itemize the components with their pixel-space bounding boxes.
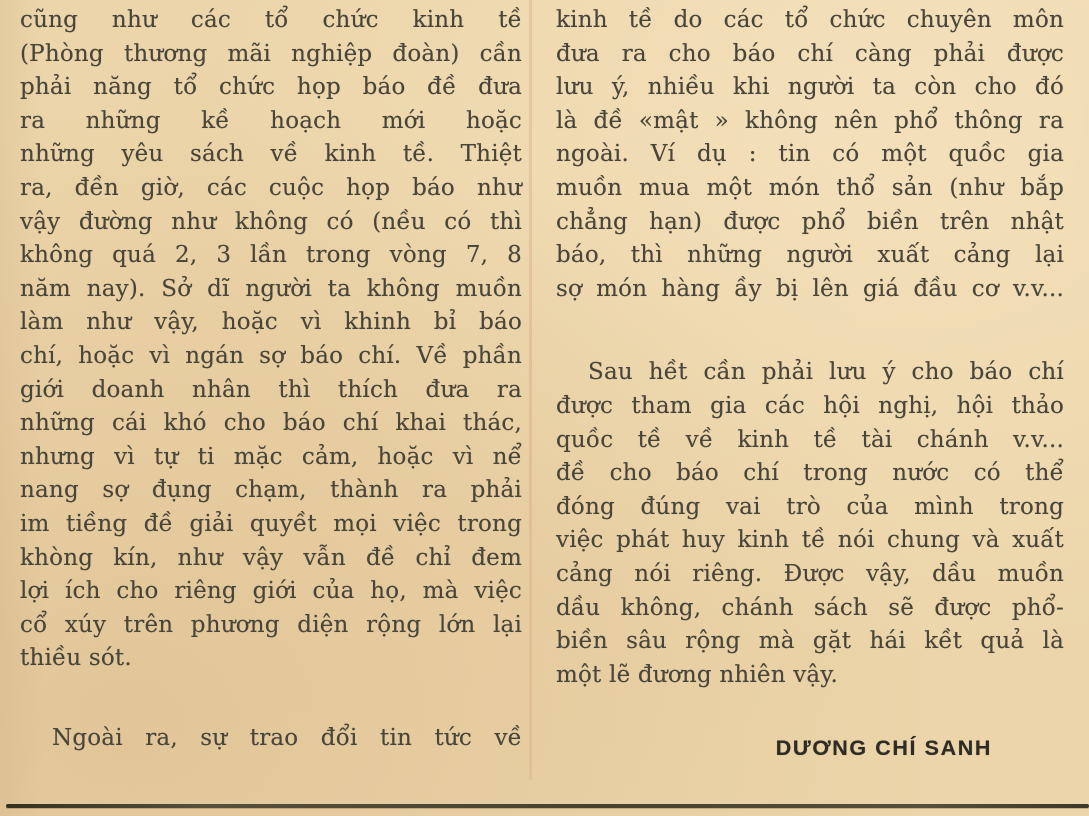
article-column-right xyxy=(556,4,1064,761)
text-line: những yêu sách về kinh tề. Thiệt xyxy=(20,141,522,168)
author-signature: DƯƠNG CHÍ SANH xyxy=(775,736,992,761)
text-line: đề cho báo chí trong nước có thể xyxy=(556,460,1064,487)
text-line: Sau hềt cần phải lưu ý cho báo chí xyxy=(588,359,1064,386)
text-line: năm nay). Sở dĩ người ta không muồn xyxy=(20,275,522,302)
column-gutter xyxy=(529,0,532,780)
text-line: ngoài. Ví dụ : tin có một quồc gia xyxy=(556,141,1064,168)
text-line: báo, thì những người xuất cảng lại xyxy=(556,242,1064,269)
text-line: im tiềng đề giải quyềt mọi việc trong xyxy=(20,510,522,537)
text-line: kinh tề do các tổ chức chuyên môn xyxy=(556,7,1064,33)
text-line: vậy đường như không có (nều có thì xyxy=(20,208,522,235)
text-line: chẳng hạn) được phổ biền trên nhật xyxy=(556,208,1064,235)
paragraph xyxy=(556,4,1064,306)
text-line: ra, đền giờ, các cuộc họp báo như xyxy=(20,174,522,201)
text-line: cũng như các tổ chức kinh tề xyxy=(20,7,522,33)
text-line: là đề «mật » không nên phổ thông ra xyxy=(556,107,1064,134)
text-line: cảng nói riêng. Được vậy, dầu muồn xyxy=(556,560,1064,587)
text-line: phải năng tổ chức họp báo đề đưa xyxy=(20,74,522,101)
text-line: những cái khó cho báo chí khai thác, xyxy=(20,410,522,437)
text-line: Ngoài ra, sự trao đổi tin tức về xyxy=(52,724,522,751)
bottom-rule xyxy=(6,804,1089,808)
text-line: sợ món hàng ầy bị lên giá đầu cơ v.v... xyxy=(556,275,1064,302)
text-line: lưu ý, nhiều khi người ta còn cho đó xyxy=(556,74,1064,101)
text-line: đưa ra cho báo chí càng phải được xyxy=(556,40,1064,67)
text-line: giới doanh nhân thì thích đưa ra xyxy=(20,376,522,403)
text-line: ra những kề hoạch mới hoặc xyxy=(20,107,522,134)
text-line: cổ xúy trên phương diện rộng lớn lại xyxy=(20,611,522,638)
paragraph xyxy=(20,722,522,756)
paragraph xyxy=(556,356,1064,692)
text-line: (Phòng thương mãi nghiệp đoàn) cần xyxy=(20,40,522,67)
text-line: khòng kín, như vậy vẫn đề chỉ đem xyxy=(20,544,522,571)
text-line: dầu không, chánh sách sẽ được phổ- xyxy=(556,594,1064,621)
text-line: đóng đúng vai trò của mình trong xyxy=(556,493,1064,520)
text-line: nhưng vì tự ti mặc cảm, hoặc vì nể xyxy=(20,443,522,470)
text-line: được tham gia các hội nghị, hội thảo xyxy=(556,392,1064,419)
text-line: một lẽ đương nhiên vậy. xyxy=(556,661,838,688)
text-line: lợi ích cho riêng giới của họ, mà việc xyxy=(20,578,522,605)
article-column-left xyxy=(20,4,522,755)
text-line: biền sâu rộng mà gặt hái kềt quả là xyxy=(556,628,1064,655)
text-line: không quá 2, 3 lần trong vòng 7, 8 xyxy=(20,242,522,269)
text-line: thiều sót. xyxy=(20,645,132,672)
text-line: nang sợ đụng chạm, thành ra phải xyxy=(20,477,522,504)
text-line: làm như vậy, hoặc vì khinh bỉ báo xyxy=(20,309,522,336)
text-line: muồn mua một món thổ sản (như bắp xyxy=(556,174,1064,201)
text-line: quồc tề về kinh tề tài chánh v.v... xyxy=(556,426,1064,453)
paragraph xyxy=(20,4,522,676)
text-line: chí, hoặc vì ngán sợ báo chí. Về phần xyxy=(20,342,522,369)
text-line: việc phát huy kinh tề nói chung và xuất xyxy=(556,527,1064,554)
